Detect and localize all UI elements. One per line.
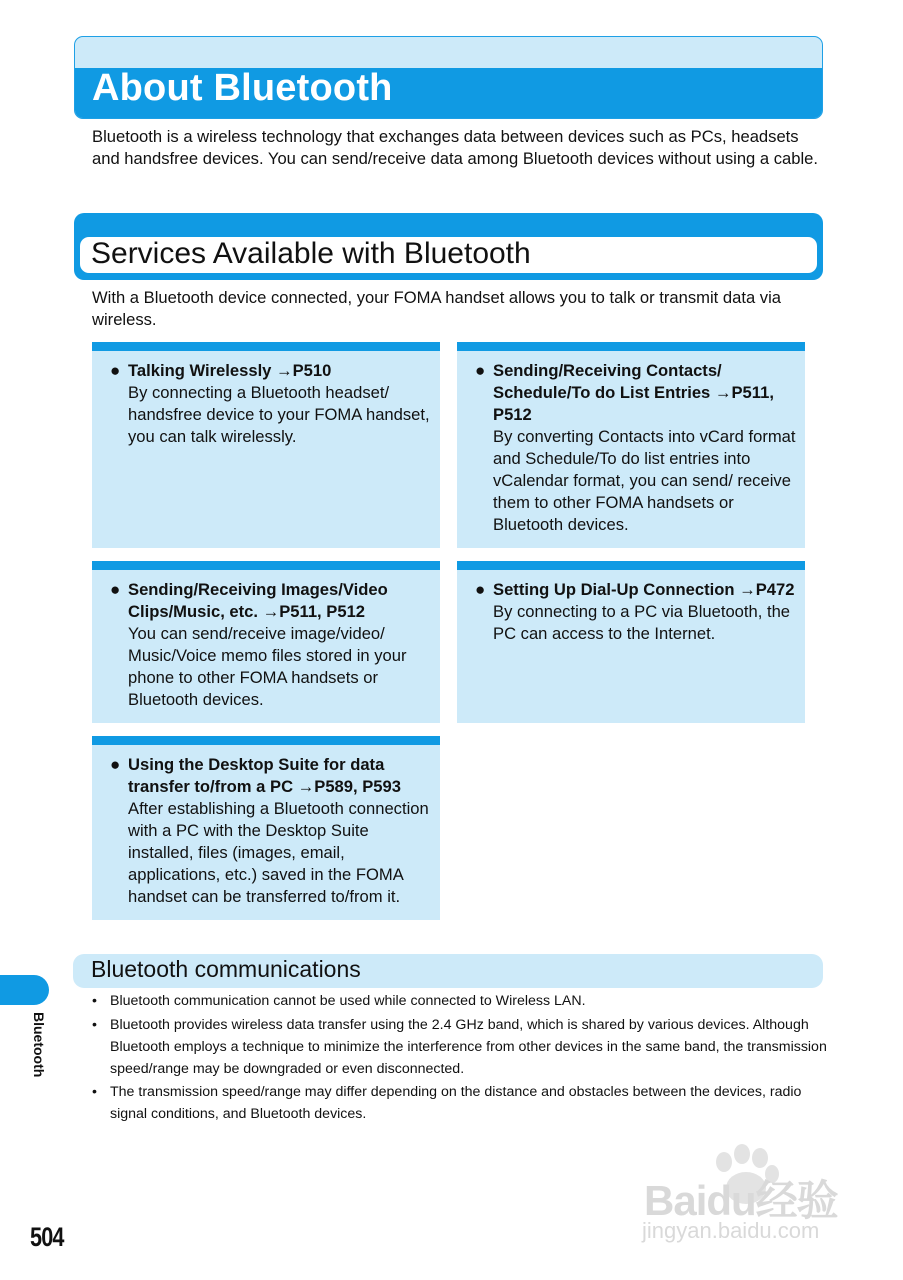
card-body: By converting Contacts into vCard format and Schedule/To do list entries into vCalendar format, you can send/ receive them to other FOMA handsets or Bluetooth devices. (493, 427, 796, 534)
chapter-tab (0, 975, 49, 1005)
service-card-dialup (457, 561, 805, 723)
card-body: By connecting to a PC via Bluetooth, the PC can access to the Internet. (493, 602, 791, 643)
bullet-icon: ● (110, 361, 121, 380)
page-title-banner (74, 36, 823, 119)
watermark-url: jingyan.baidu.com (642, 1218, 820, 1243)
section-header-inner (80, 237, 817, 273)
page-number: 504 (30, 1222, 64, 1252)
section-intro: With a Bluetooth device connected, your FOMA handset allows you to talk or transmit data via wireless. (92, 288, 781, 329)
bullet-dot-icon: • (92, 1084, 97, 1100)
list-item (92, 990, 832, 1012)
section-title: Services Available with Bluetooth (91, 237, 531, 270)
communications-notes (92, 990, 832, 1127)
communications-header (73, 954, 823, 988)
bullet-dot-icon: • (92, 1016, 97, 1033)
page-title: About Bluetooth (92, 67, 393, 109)
intro-paragraph: Bluetooth is a wireless technology that exchanges data between devices such as PCs, headsets and handsfree devices. You can send/receive data among Bluetooth devices without using a cable. (92, 127, 819, 168)
communications-title: Bluetooth communications (91, 956, 361, 982)
chapter-label: Bluetooth (31, 1012, 47, 1078)
note-text: The transmission speed/range may differ depending on the distance and obstacles between the devices, radio signal conditions, and Bluetooth devices. (110, 1084, 802, 1122)
watermark (638, 1140, 853, 1250)
card-heading: Using the Desktop Suite for data transfer to/from a PC →P589, P593 (128, 755, 401, 796)
service-card-contacts (457, 342, 805, 548)
watermark-logo: Baidu经验 (644, 1177, 838, 1224)
bullet-icon: ● (110, 755, 121, 774)
note-text: Bluetooth provides wireless data transfer using the 2.4 GHz band, which is shared by various devices. Although Bluetooth employs a technique to minimize the interference from other devices in the same band, the transmission speed/range may be downgraded or even disconnected. (110, 1016, 827, 1077)
card-body: You can send/receive image/video/ Music/Voice memo files stored in your phone to other FOMA handsets or Bluetooth devices. (128, 624, 407, 709)
section-header (74, 213, 823, 280)
service-card-desktop-suite (92, 736, 440, 920)
card-heading: Sending/Receiving Images/Video Clips/Music, etc. →P511, P512 (128, 580, 388, 621)
note-text: Bluetooth communication cannot be used while connected to Wireless LAN. (110, 993, 586, 1009)
card-body: After establishing a Bluetooth connection with a PC with the Desktop Suite installed, files (images, email, applications, etc.) saved in the FOMA handset can be transferred to/from it. (128, 799, 429, 906)
service-card-images (92, 561, 440, 723)
service-card-talking (92, 342, 440, 548)
card-heading: Sending/Receiving Contacts/ Schedule/To do List Entries →P511, P512 (493, 361, 774, 424)
list-item (92, 1014, 832, 1080)
card-heading: Setting Up Dial-Up Connection →P472 (493, 580, 795, 599)
list-item (92, 1081, 832, 1125)
bullet-icon: ● (475, 580, 486, 599)
card-body: By connecting a Bluetooth headset/ handsfree device to your FOMA handset, you can talk wirelessly. (128, 383, 430, 446)
bullet-dot-icon: • (92, 993, 97, 1009)
card-heading: Talking Wirelessly →P510 (128, 361, 332, 380)
bullet-icon: ● (110, 580, 121, 599)
bullet-icon: ● (475, 361, 486, 380)
